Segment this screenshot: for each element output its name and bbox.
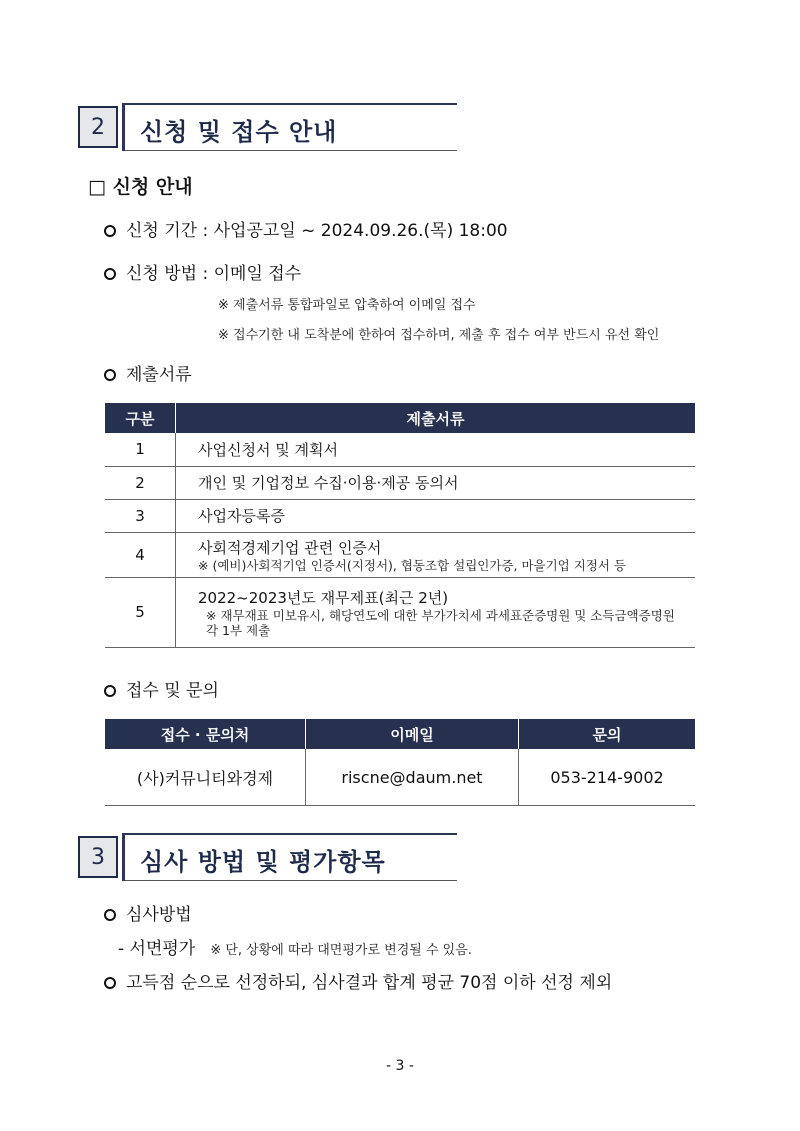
- section-divider: [122, 103, 125, 151]
- review-note: ※ 단, 상황에 따라 대면평가로 변경될 수 있음.: [210, 943, 472, 958]
- documents-table: [105, 403, 695, 648]
- application-period: 신청 기간 : 사업공고일 ~ 2024.09.26.(목) 18:00: [104, 216, 508, 241]
- table-row: 2 개인 및 기업정보 수집·이용·제공 동의서: [105, 466, 695, 499]
- circle-bullet-icon: [104, 977, 116, 989]
- col-header-documents: 제출서류: [176, 403, 696, 433]
- circle-bullet-icon: [104, 685, 116, 697]
- contact-org: (사)커뮤니티와경제: [105, 749, 306, 806]
- note-deadline: ※ 접수기한 내 도착분에 한하여 접수하며, 제출 후 접수 여부 반드시 유선 확인: [218, 328, 660, 343]
- col-header-email: 이메일: [306, 719, 519, 749]
- review-method-line: [118, 934, 472, 959]
- circle-bullet-icon: [104, 225, 116, 237]
- contact-email: riscne@daum.net: [306, 749, 519, 806]
- col-header-category: 구분: [105, 403, 176, 433]
- section-divider: [122, 833, 125, 881]
- contact-table: [105, 719, 695, 806]
- note-compression: ※ 제출서류 통합파일로 압축하여 이메일 접수: [218, 298, 476, 313]
- table-row: 5 2022~2023년도 재무제표(최근 2년) ※ 재무재표 미보유시, 해당연도에 대한 부가가치세 과세표준증명원 및 소득금액증명원 각 1부 제출: [105, 577, 695, 647]
- col-header-phone: 문의: [519, 719, 696, 749]
- docs-heading: 제출서류: [104, 360, 192, 385]
- circle-bullet-icon: [104, 369, 116, 381]
- table-row: 1 사업신청서 및 계획서: [105, 433, 695, 466]
- section-number: 3: [78, 836, 118, 878]
- section-line-bottom: [125, 150, 457, 151]
- circle-bullet-icon: [104, 268, 116, 280]
- section-title: 신청 및 접수 안내: [140, 118, 338, 146]
- section-line-bottom: [125, 880, 457, 881]
- col-header-org: 접수 · 문의처: [105, 719, 306, 749]
- section-number: 2: [78, 106, 118, 148]
- section-line-top: [125, 103, 457, 105]
- section-title: 심사 방법 및 평가항목: [140, 848, 386, 876]
- table-row: [105, 749, 695, 806]
- selection-criteria: 고득점 순으로 선정하되, 심사결과 합계 평균 70점 이하 선정 제외: [104, 968, 612, 993]
- review-method: - 서면평가: [118, 939, 196, 959]
- circle-bullet-icon: [104, 909, 116, 921]
- application-method: 신청 방법 : 이메일 접수: [104, 259, 301, 284]
- contact-heading: 접수 및 문의: [104, 676, 219, 701]
- section-line-top: [125, 833, 457, 835]
- table-row: 4 사회적경제기업 관련 인증서 ※ (예비)사회적기업 인증서(지정서), 협동조합 설립인가증, 마을기업 지정서 등: [105, 532, 695, 577]
- review-heading: 심사방법: [104, 900, 192, 925]
- box-heading: □ 신청 안내: [88, 176, 193, 198]
- page-number: - 3 -: [386, 1058, 414, 1074]
- contact-phone: 053-214-9002: [519, 749, 696, 806]
- table-row: 3 사업자등록증: [105, 499, 695, 532]
